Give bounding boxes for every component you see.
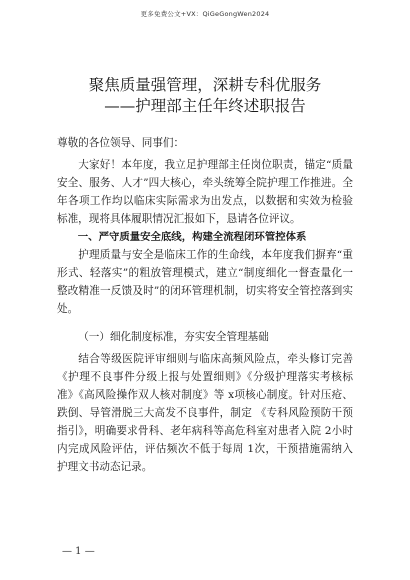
header-note: 更多免费公文+VX：QiGeGongWen2024 [140,10,270,18]
subsection-1-heading: （一）细化制度标准，夯实安全管理基础 [78,331,269,343]
spacer [57,318,353,328]
document-body [57,134,353,476]
salutation: 尊敬的各位领导、同事们： [57,137,185,149]
section-1-heading: 一、严守质量安全底线，构建全流程闭环管控体系 [77,231,307,243]
section-1-paragraph: 护理质量与安全是临床工作的生命线，本年度我们摒弃“重形式、轻落实”的粗放管理模式，建立“制度细化一督查量化一整改精准一反馈及时”的闭环管理机制，切实将安全管控落到实处。 [57,249,353,315]
document-title-line-1: 聚焦质量强管理，深耕专科优服务 [88,76,322,94]
subsection-1-paragraph: 结合等级医院评审细则与临床高频风险点，牵头修订完善《护理不良事件分级上报与处置细则》《分级护理落实考核标准》《高风险操作双人核对制度》等 x项核心制度。针对压疮、跌倒、导管滑脱三大高发不良事件，制定 《专科风险预防干预指引》，明确要求骨科、老年病科等高危科室对患者入院 2小时内完成风险评估，评估频次不低于每周 1次，干预措施需纳入护理文书动态记录。 [57,353,353,473]
intro-paragraph: 大家好！本年度，我立足护理部主任岗位职责，锚定“质量安全、服务、人才”四大核心，牵头统筹全院护理工作推进。全年各项工作均以临床实际需求为出发点，以数据和实效为检验标准，现将具体履职情况汇报如下，恳请各位评议。 [57,159,353,225]
page-number: — 1 — [62,546,95,557]
document-title-line-2: ——护理部主任年终述职报告 [104,97,306,115]
